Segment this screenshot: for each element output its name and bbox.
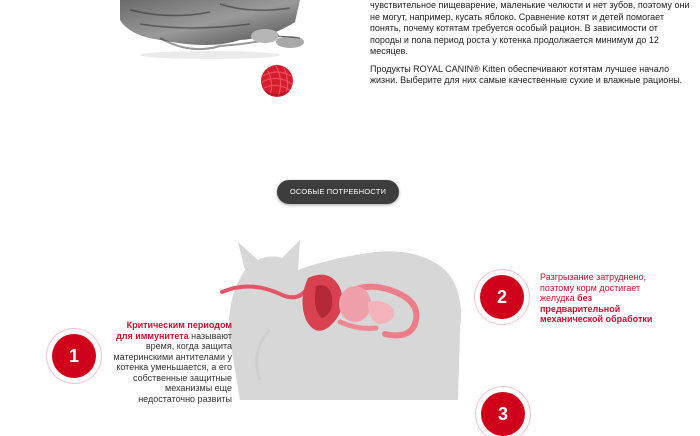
number-badge-2: 2 xyxy=(480,275,524,319)
callout-2-highlight: без предварительной механической обработки xyxy=(540,293,653,324)
callout-1-body: называют время, когда защита материнскими антителами у котенка уменьшается, а его собственные защитные механизмы еще недостаточно развиты xyxy=(113,330,232,404)
intro-text xyxy=(370,0,690,93)
yarn-ball xyxy=(258,62,296,100)
callout-2-text xyxy=(540,272,660,325)
kitten-photo xyxy=(100,0,310,60)
callout-1-highlight: Критическим периодом для иммунитета xyxy=(116,320,232,341)
special-needs-button[interactable]: ОСОБЫЕ ПОТРЕБНОСТИ КОТЯТ xyxy=(277,180,399,204)
callout-2-body: Разгрызание затруднено, поэтому корм достигает желудка xyxy=(540,272,646,303)
number-badge-1: 1 xyxy=(52,334,96,378)
intro-paragraph-1: чувствительное пищеварение, маленькие челюсти и нет зубов, поэтому они не могут, например, кусать яблоко. Сравнение котят и детей помогает понять, почему котятам требуется особый рацион. В зависимости от породы и пола период роста у котенка продолжается минимум до 12 месяцев. xyxy=(370,0,690,56)
cat-anatomy-illustration xyxy=(190,230,490,400)
number-badge-3: 3 xyxy=(481,392,525,436)
intro-paragraph-2: Продукты ROYAL CANIN® Kitten обеспечивают котятам лучшее начало жизни. Выберите для них самые качественные сухие и влажные рационы. xyxy=(370,63,683,85)
callout-1-text xyxy=(108,320,232,404)
